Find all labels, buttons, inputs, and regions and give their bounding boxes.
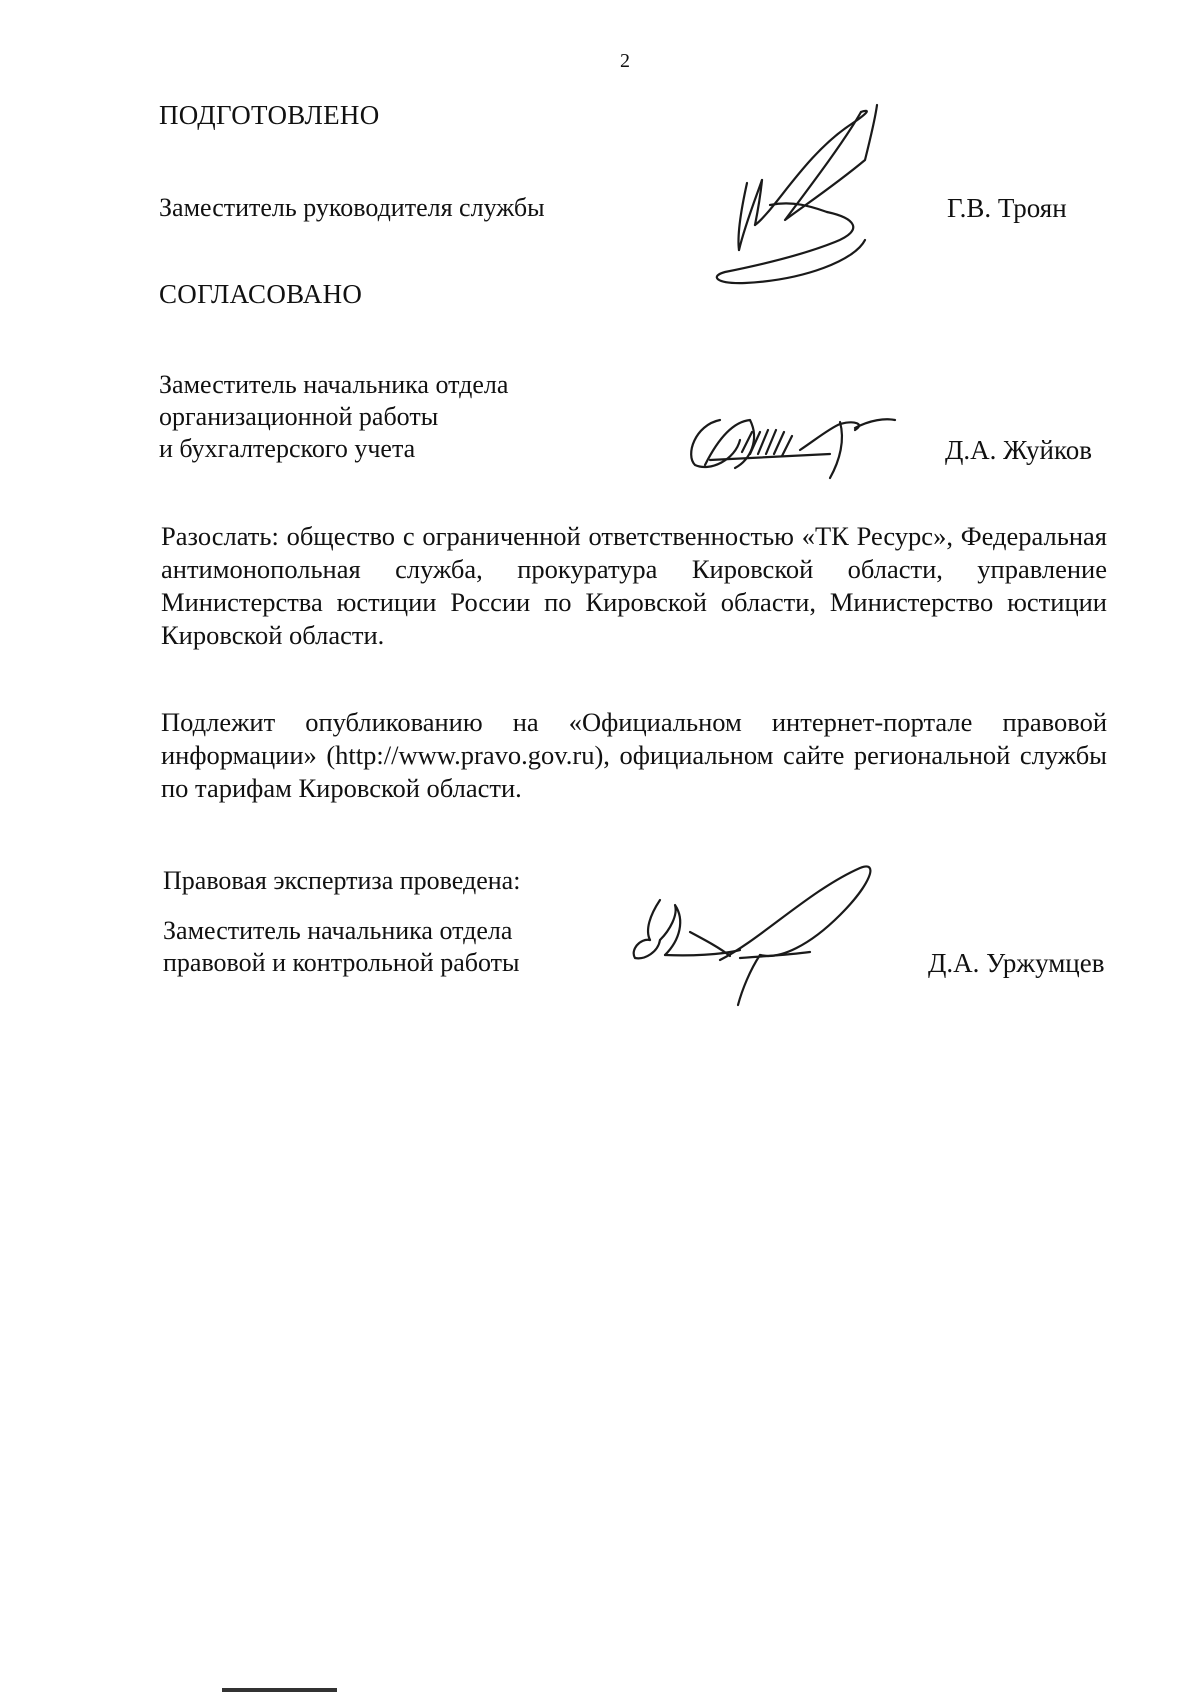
page-number: 2 <box>620 50 630 72</box>
prepared-position: Заместитель руководителя службы <box>159 193 545 222</box>
agreed-position-line-1: Заместитель начальника отдела <box>159 370 509 399</box>
prepared-heading: ПОДГОТОВЛЕНО <box>159 100 380 130</box>
agreed-position-line-3: и бухгалтерского учета <box>159 434 416 463</box>
distribution-list: Разослать: общество с ограниченной ответственностью «ТК Ресурс», Федеральная антимонопольная служба, прокуратура Кировской области, управление Министерства юстиции России по Кировской области, Министерство юстиции Кировской области. <box>161 521 1107 650</box>
scan-edge-mark <box>222 1688 337 1692</box>
legal-review-name: Д.А. Уржумцев <box>928 948 1105 978</box>
legal-review-position-line-1: Заместитель начальника отдела <box>163 916 513 945</box>
agreed-name: Д.А. Жуйков <box>945 435 1092 465</box>
signature-zhuikov <box>680 410 900 485</box>
publication-note: Подлежит опубликованию на «Официальном интернет-портале правовой информации» (http://www.pravo.gov.ru), официальном сайте региональной службы по тарифам Кировской области. <box>161 707 1107 803</box>
agreed-heading: СОГЛАСОВАНО <box>159 279 363 309</box>
agreed-position-line-2: организационной работы <box>159 402 439 431</box>
legal-review-position-line-2: правовой и контрольной работы <box>163 948 520 977</box>
prepared-name: Г.В. Троян <box>947 193 1067 223</box>
signature-urzhumtsev <box>620 860 890 1010</box>
signature-troyan <box>715 100 955 300</box>
legal-review-heading: Правовая экспертиза проведена: <box>163 866 521 895</box>
